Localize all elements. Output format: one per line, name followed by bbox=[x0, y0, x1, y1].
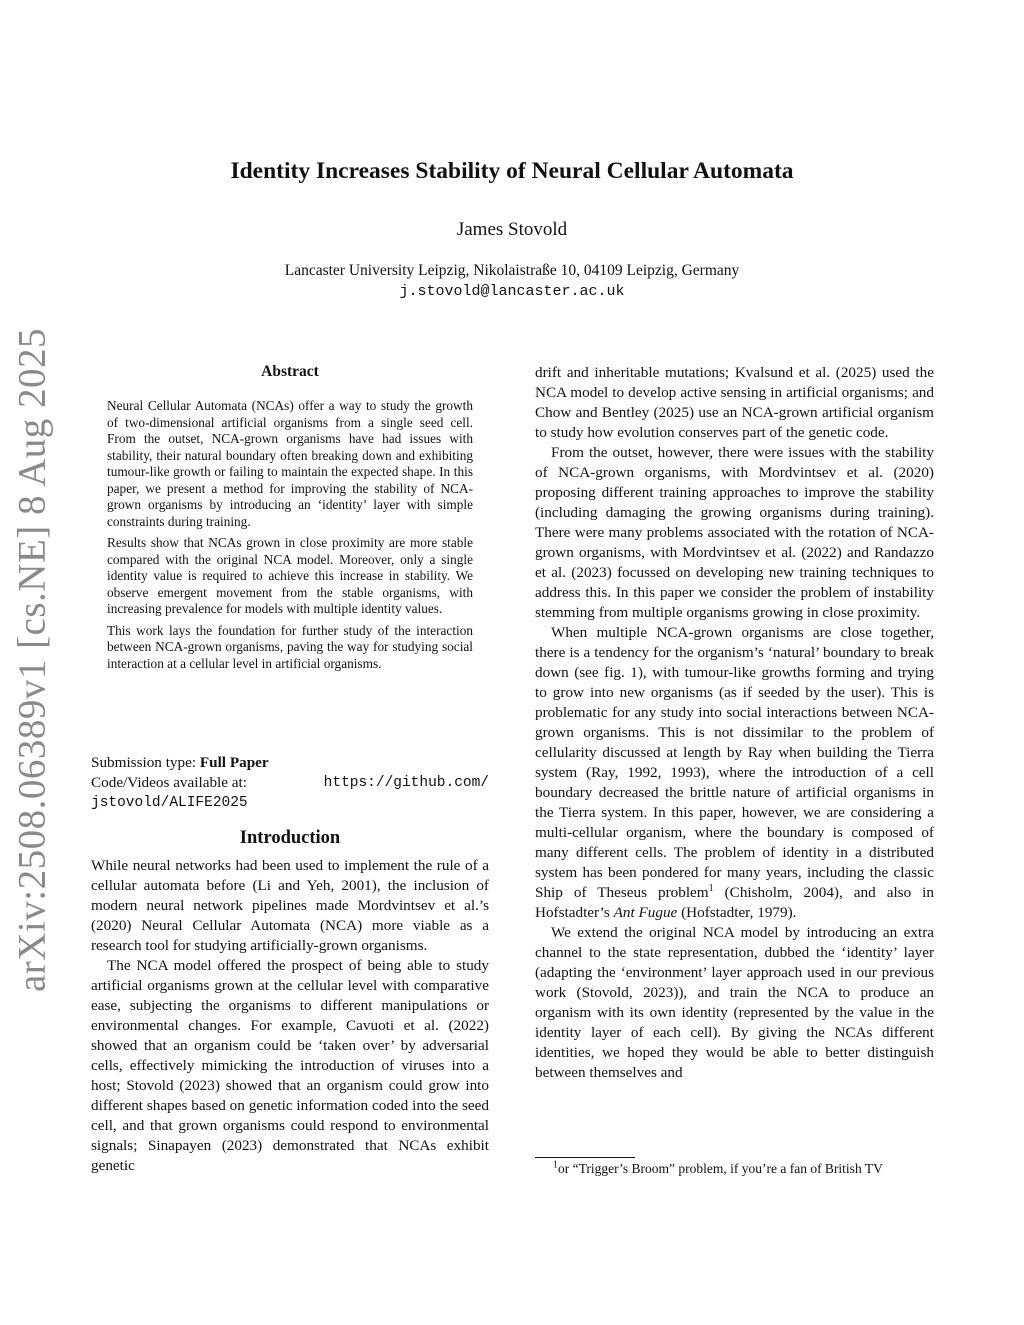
footnote bbox=[535, 1160, 934, 1178]
intro-paragraph: drift and inheritable mutations; Kvalsund et al. (2025) used the NCA model to develop active sensing in artificial organisms; and Chow and Bentley (2025) use an NCA-grown artificial organism to study how evolution conserves part of the genetic code. bbox=[535, 364, 934, 441]
text-run: (Chisholm, 2004), and also in Hofstadter’s bbox=[535, 884, 934, 921]
footnote-number: 1 bbox=[553, 1159, 558, 1171]
text-run: (Hofstadter, 1979). bbox=[677, 904, 797, 921]
italic-title: Ant Fugue bbox=[613, 904, 678, 921]
code-url-part1[interactable]: https://github.com/ bbox=[323, 775, 489, 791]
submission-type-line bbox=[91, 753, 489, 773]
abstract-paragraph: Results show that NCAs grown in close proximity are more stable compared with the original NCA model. Moreover, only a single identity value is required to achieve this increase in stability. We observe emergent movement from the stable organisms, with increasing prevalence for models with multiple identity values. bbox=[107, 535, 473, 616]
code-url-part2[interactable]: jstovold/ALIFE2025 bbox=[91, 795, 248, 811]
footnote-text: or “Trigger’s Broom” problem, if you’re a fan of British TV bbox=[558, 1161, 883, 1176]
author-email: j.stovold@lancaster.ac.uk bbox=[399, 283, 625, 300]
intro-paragraph: From the outset, however, there were issues with the stability of NCA-grown organisms, with Mordvintsev et al. (2020) proposing different training approaches to improve the stability (including damaging the growing organisms during training). There were many problems associated with the rotation of NCA-grown organisms, with Mordvintsev et al. (2022) and Randazzo et al. (2023) focussed on developing new training techniques to address this. In this paper we consider the problem of instability stemming from multiple organisms growing in close proximity. bbox=[535, 444, 934, 621]
code-label: Code/Videos available at: bbox=[91, 774, 247, 791]
abstract-paragraph: This work lays the foundation for further study of the interaction between NCA-grown organisms, paving the way for studying social interaction at a cellular level in artificial organisms. bbox=[107, 622, 473, 671]
abstract-body bbox=[107, 398, 473, 677]
introduction-right-column bbox=[535, 363, 934, 1083]
author-affiliation: Lancaster University Leipzig, Nikolaistraße 10, 04109 Leipzig, Germany bbox=[284, 262, 740, 279]
intro-paragraph: The NCA model offered the prospect of being able to study artificial organisms grown at the cellular level with comparative ease, subjecting the organisms to different manipulations or environmental changes. For example, Cavuoti et al. (2022) showed that an organism could be ‘taken over’ by adversarial cells, effectively mimicking the introduction of viruses into a host; Stovold (2023) showed that an organism could grow into different shapes based on genetic information coded into the seed cell, and that grown organisms could respond to environmental signals; Sinapayen (2023) demonstrated that NCAs exhibit genetic bbox=[91, 957, 489, 1174]
paper-title: Identity Increases Stability of Neural Cellular Automata bbox=[230, 158, 794, 184]
introduction-heading: Introduction bbox=[239, 828, 341, 848]
submission-type-value: Full Paper bbox=[199, 754, 269, 771]
arxiv-identifier: arXiv:2508.06389v1 [cs.NE] 8 Aug 2025 bbox=[10, 327, 54, 993]
submission-meta bbox=[91, 753, 489, 813]
text-run: When multiple NCA-grown organisms are close together, there is a tendency for the organism’s ‘natural’ boundary to break down (see fig. 1), with tumour-like growths forming and trying to grow into new organisms (as if seeded by the user). This is problematic for any study into social interactions between NCA-grown organisms. This is not dissimilar to the problem of cellularity discussed at length by Ray when building the Tierra system (Ray, 1992, 1993), where the introduction of a cell boundary decreased the brittle nature of artificial organisms in the Tierra system. In this paper, however, we are considering a multi-cellular organism, where the boundary is composed of many different cells. The problem of identity in a distributed system has been pondered for many years, including the classic Ship of Theseus problem bbox=[535, 624, 934, 901]
code-line bbox=[91, 773, 489, 793]
abstract-paragraph: Neural Cellular Automata (NCAs) offer a way to study the growth of two-dimensional artificial organisms from a single seed cell. From the outset, NCA-grown organisms have had issues with stability, their natural boundary often breaking down and exhibiting tumour-like growth or failing to maintain the expected shape. In this paper, we present a method for improving the stability of NCA-grown organisms by introducing an ‘identity’ layer with simple constraints during training. bbox=[107, 398, 473, 529]
introduction-left-column bbox=[91, 856, 489, 1176]
abstract-heading: Abstract bbox=[261, 363, 319, 380]
intro-paragraph: While neural networks had been used to implement the rule of a cellular automata before (Li and Yeh, 2001), the inclusion of modern neural network pipelines made Mordvintsev et al.’s (2020) Neural Cellular Automata (NCA) more viable as a research tool for studying artificially-grown organisms. bbox=[91, 857, 489, 954]
intro-paragraph-identity bbox=[535, 623, 934, 923]
submission-type-label: Submission type: bbox=[91, 754, 197, 771]
footnote-rule bbox=[535, 1157, 635, 1158]
footnote-marker: 1 bbox=[708, 882, 714, 894]
intro-paragraph: We extend the original NCA model by introducing an extra channel to the state representation, dubbed the ‘identity’ layer (adapting the ‘environment’ layer approach used in our previous work (Stovold, 2023)), and train the NCA to produce an organism with its own identity (represented by the value in the identity layer of each cell). By giving the NCAs different identities, we hoped they would be able to better distinguish between themselves and bbox=[535, 924, 934, 1081]
author-name: James Stovold bbox=[456, 219, 568, 240]
